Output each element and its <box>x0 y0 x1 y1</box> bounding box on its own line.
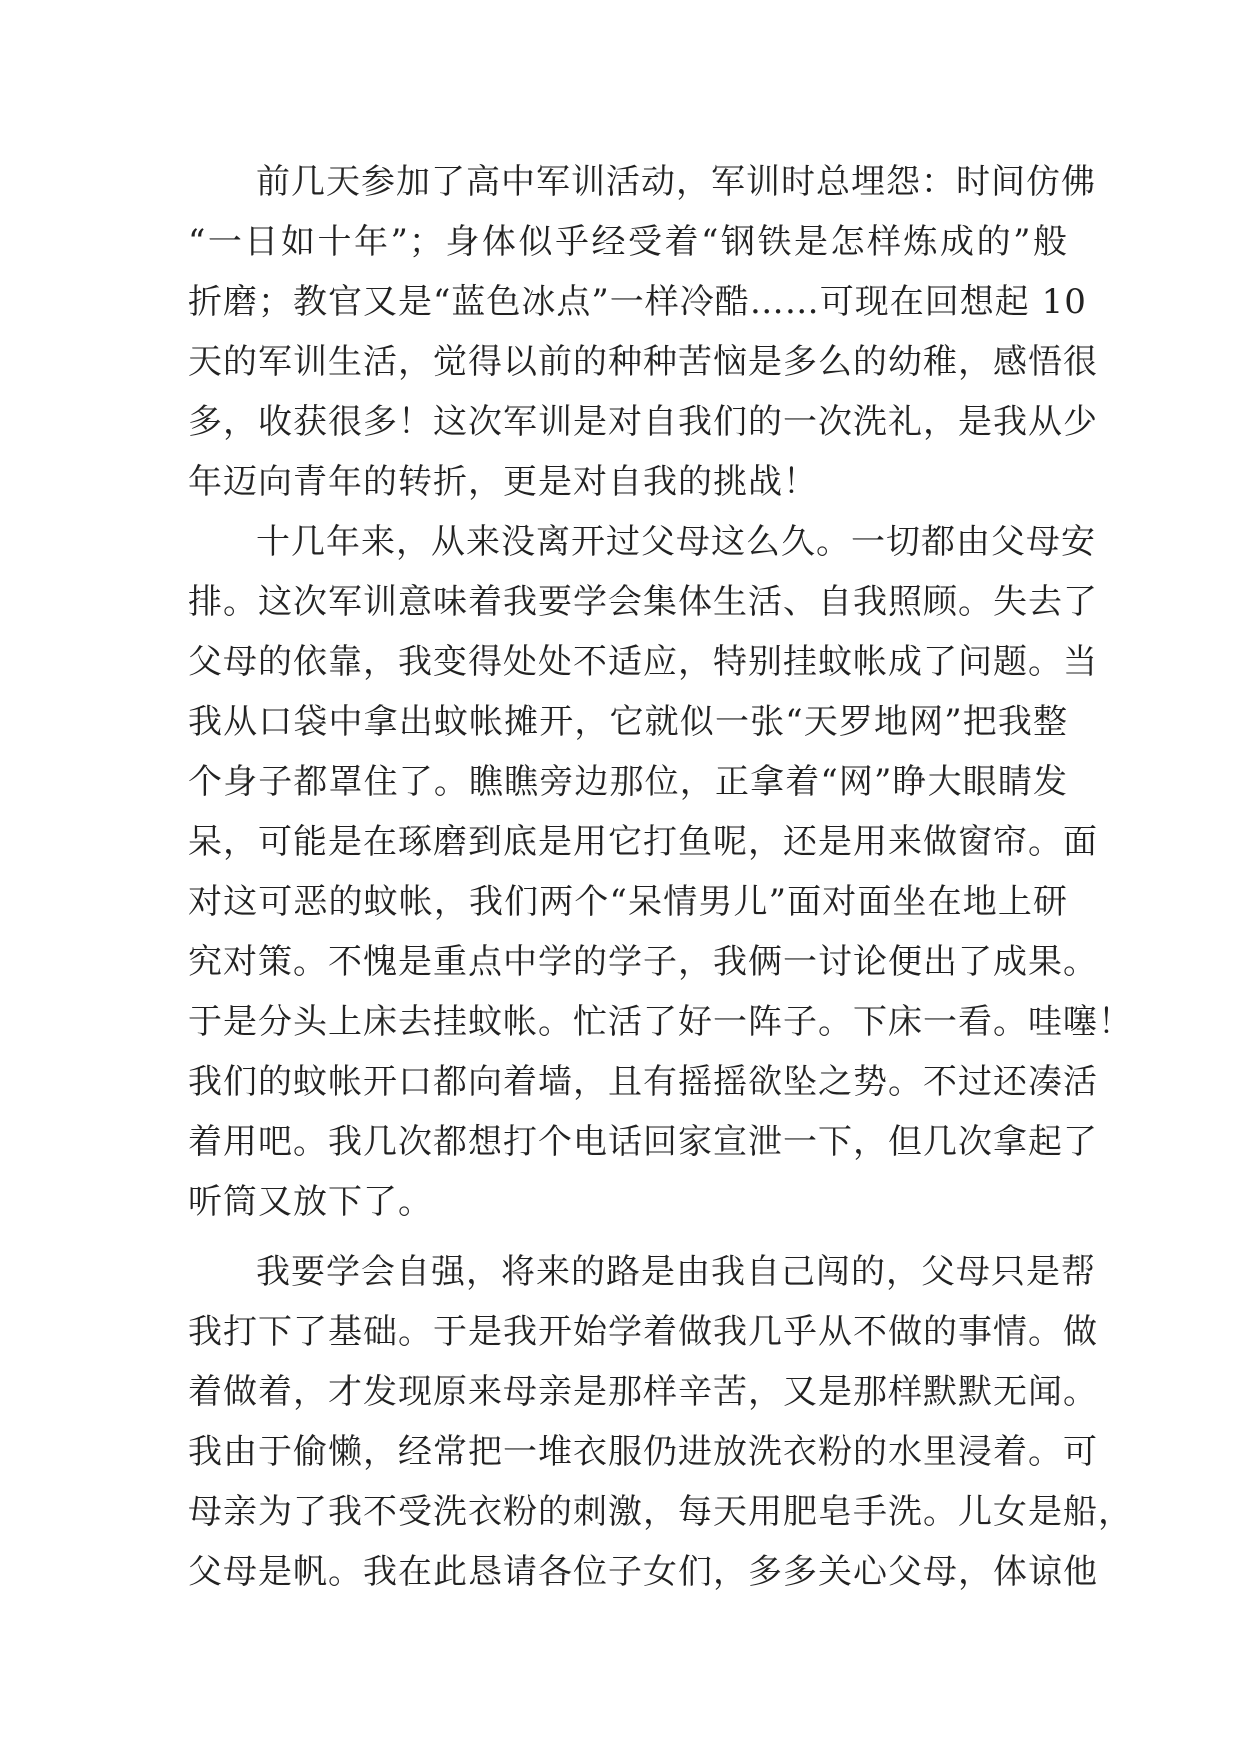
text-line: 个身子都罩住了。瞧瞧旁边那位，正拿着“网”睁大眼睛发 <box>188 762 1068 802</box>
paragraph-2 <box>188 512 1133 1232</box>
text-line: 我打下了基础。于是我开始学着做我几乎从不做的事情。做 <box>188 1312 1098 1352</box>
text-line: 我从口袋中拿出蚊帐摊开，它就似一张“天罗地网”把我整 <box>188 702 1068 742</box>
text-line: 究对策。不愧是重点中学的学子，我俩一讨论便出了成果。 <box>188 942 1098 982</box>
text-line: 听筒又放下了。 <box>188 1182 433 1222</box>
text-line: “一日如十年”；身体似乎经受着“钢铁是怎样炼成的”般 <box>188 222 1068 262</box>
text-line: 多，收获很多！这次军训是对自我们的一次洗礼，是我从少 <box>188 402 1098 442</box>
text-line: 我们的蚊帐开口都向着墙，且有摇摇欲坠之势。不过还凑活 <box>188 1062 1098 1102</box>
text-line: 着做着，才发现原来母亲是那样辛苦，又是那样默默无闻。 <box>188 1372 1098 1412</box>
paragraph-1 <box>188 152 1098 512</box>
text-line: 年迈向青年的转折，更是对自我的挑战！ <box>188 462 818 502</box>
text-line: 着用吧。我几次都想打个电话回家宣泄一下，但几次拿起了 <box>188 1122 1098 1162</box>
text-line: 排。这次军训意味着我要学会集体生活、自我照顾。失去了 <box>188 582 1098 622</box>
text-line: 父母的依靠，我变得处处不适应，特别挂蚊帐成了问题。当 <box>188 642 1098 682</box>
paragraph-spacer <box>188 1232 1068 1242</box>
text-line: 父母是帆。我在此恳请各位子女们，多多关心父母，体谅他 <box>188 1552 1098 1592</box>
text-line: 于是分头上床去挂蚊帐。忙活了好一阵子。下床一看。哇噻！ <box>188 1002 1133 1042</box>
text-line: 对这可恶的蚊帐，我们两个“呆情男儿”面对面坐在地上研 <box>188 882 1068 922</box>
text-line: 天的军训生活，觉得以前的种种苦恼是多么的幼稚，感悟很 <box>188 342 1098 382</box>
text-line: 呆，可能是在琢磨到底是用它打鱼呢，还是用来做窗帘。面 <box>188 822 1098 862</box>
text-line: 我要学会自强，将来的路是由我自己闯的，父母只是帮 <box>256 1252 1096 1292</box>
text-line: 前几天参加了高中军训活动，军训时总埋怨：时间仿佛 <box>256 162 1096 202</box>
text-line: 十几年来，从来没离开过父母这么久。一切都由父母安 <box>256 522 1096 562</box>
text-line: 折磨；教官又是“蓝色冰点”一样冷酷……可现在回想起 10 <box>188 282 1087 322</box>
text-line: 母亲为了我不受洗衣粉的刺激，每天用肥皂手洗。儿女是船， <box>188 1492 1133 1532</box>
paragraph-3 <box>188 1242 1133 1602</box>
text-line: 我由于偷懒，经常把一堆衣服仍进放洗衣粉的水里浸着。可 <box>188 1432 1098 1472</box>
body-text <box>188 152 1133 1602</box>
